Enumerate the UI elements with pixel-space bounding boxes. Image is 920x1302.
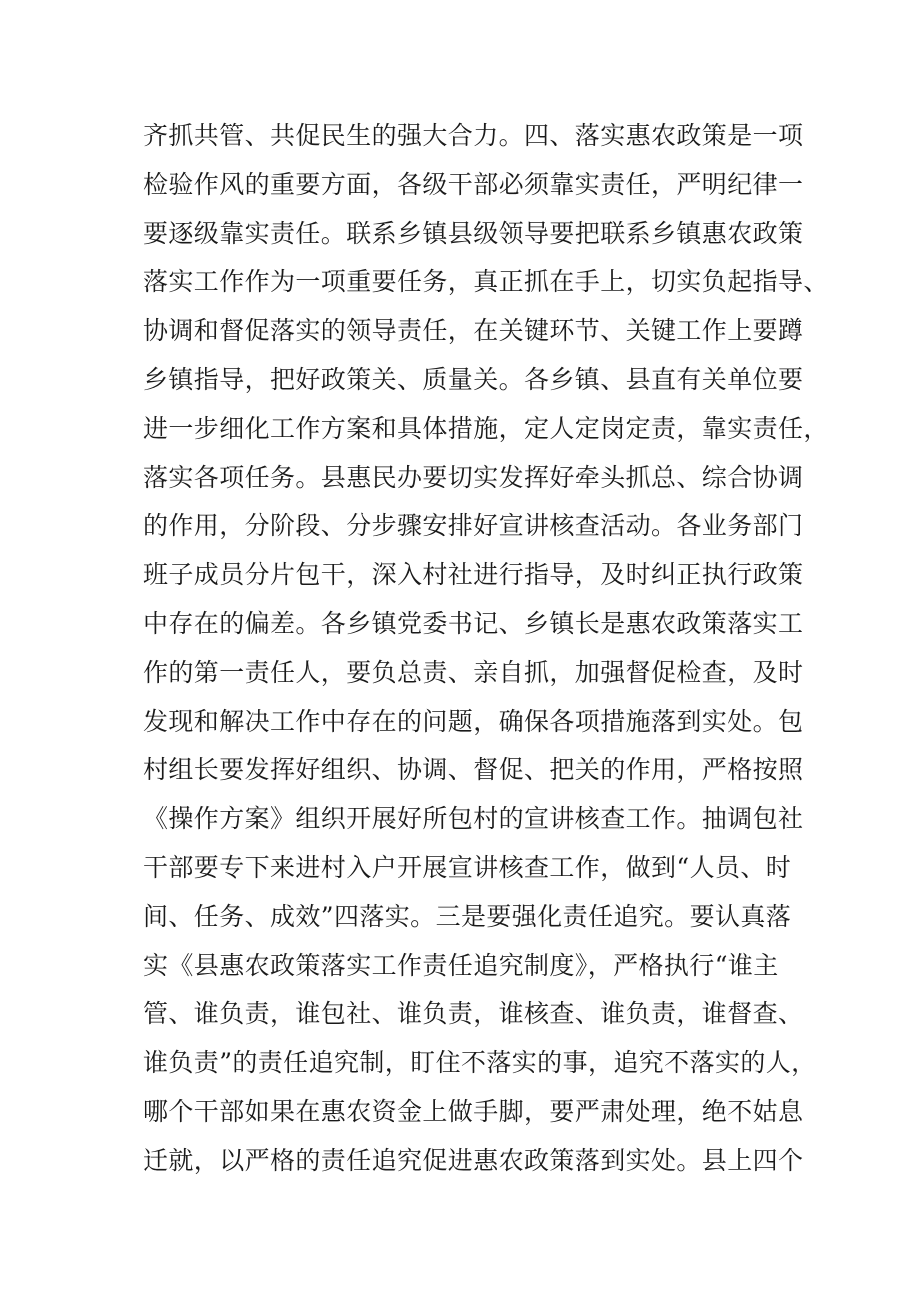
text-line: 谁负责”的责任追究制，盯住不落实的事，追究不落实的人， xyxy=(143,1048,817,1078)
text-line: 哪个干部如果在惠农资金上做手脚，要严肃处理，绝不姑息 xyxy=(143,1096,804,1126)
text-line: 落实各项任务。县惠民办要切实发挥好牵头抓总、综合协调 xyxy=(143,462,804,492)
text-line: 间、任务、成效”四落实。三是要强化责任追究。要认真落 xyxy=(143,901,792,931)
text-line: 落实工作作为一项重要任务，真正抓在手上，切实负起指导、 xyxy=(143,267,829,297)
text-line: 《操作方案》组织开展好所包村的宣讲核查工作。抽调包社 xyxy=(143,804,804,834)
text-line: 实《县惠农政策落实工作责任追究制度》，严格执行“谁主 xyxy=(143,950,779,980)
text-line: 发现和解决工作中存在的问题，确保各项措施落到实处。包 xyxy=(143,706,804,736)
text-line: 中存在的偏差。各乡镇党委书记、乡镇长是惠农政策落实工 xyxy=(143,608,804,638)
text-line: 进一步细化工作方案和具体措施，定人定岗定责，靠实责任， xyxy=(143,413,829,443)
text-line: 管、谁负责，谁包社、谁负责，谁核查、谁负责，谁督查、 xyxy=(143,999,804,1029)
text-line: 班子成员分片包干，深入村社进行指导，及时纠正执行政策 xyxy=(143,560,804,590)
text-line: 迁就，以严格的责任追究促进惠农政策落到实处。县上四个 xyxy=(143,1145,804,1175)
body-paragraph xyxy=(143,112,829,1186)
text-line: 协调和督促落实的领导责任，在关键环节、关键工作上要蹲 xyxy=(143,316,804,346)
text-line: 作的第一责任人，要负总责、亲自抓，加强督促检查，及时 xyxy=(143,657,804,687)
text-line: 乡镇指导，把好政策关、质量关。各乡镇、县直有关单位要 xyxy=(143,364,804,394)
text-line: 要逐级靠实责任。联系乡镇县级领导要把联系乡镇惠农政策 xyxy=(143,218,804,248)
text-line: 的作用，分阶段、分步骤安排好宣讲核查活动。各业务部门 xyxy=(143,511,804,541)
text-line: 齐抓共管、共促民生的强大合力。四、落实惠农政策是一项 xyxy=(143,121,804,150)
text-line: 干部要专下来进村入户开展宣讲核查工作，做到“人员、时 xyxy=(143,852,792,882)
text-line: 检验作风的重要方面，各级干部必须靠实责任，严明纪律一 xyxy=(143,169,804,199)
text-line: 村组长要发挥好组织、协调、督促、把关的作用，严格按照 xyxy=(143,755,804,785)
